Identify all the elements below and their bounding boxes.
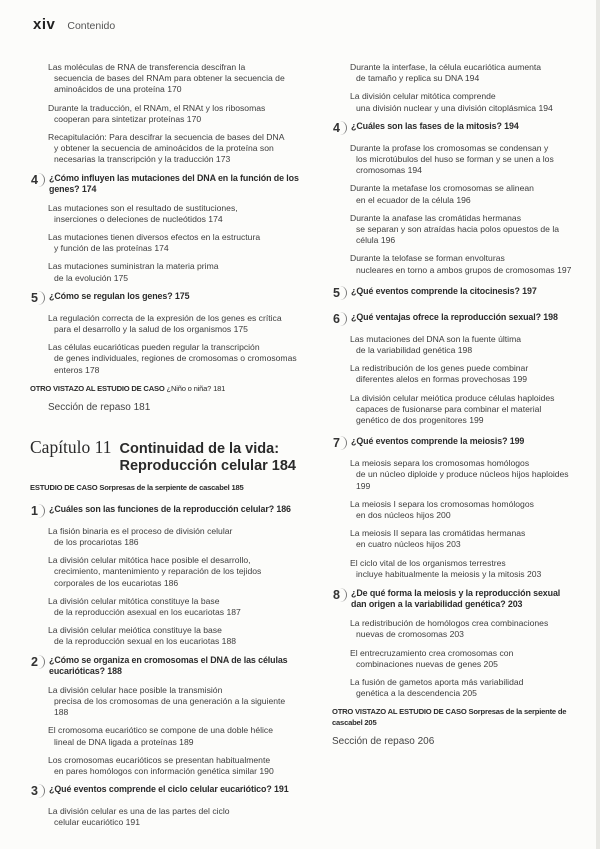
- toc-entry: Las células eucarióticas pueden regular la transcripción de genes individuales, regiones de cromosomas o cromosomas enteros 178: [48, 342, 297, 375]
- toc-entry: Las mutaciones del DNA son la fuente última de la variabilidad genética 198: [350, 333, 522, 356]
- toc-entry: La regulación correcta de la expresión de los genes es crítica para el desarrollo y la salud de los organismos 175: [48, 312, 282, 335]
- section-title: ¿Qué eventos comprende la meiosis? 199: [351, 436, 525, 447]
- case-study-revisit: OTRO VISTAZO AL ESTUDIO DE CASO ¿Niño o niña? 181: [30, 383, 226, 393]
- section-heading-8: [332, 588, 572, 610]
- section-heading-3: [30, 784, 300, 798]
- case-study: ESTUDIO DE CASO Sorpresas de la serpiente de cascabel 185: [30, 482, 244, 492]
- toc-entry: La división celular hace posible la transmisión precisa de los cromosomas de una generación a la siguiente 188: [48, 684, 286, 718]
- toc-entry: La redistribución de homólogos crea combinaciones nuevas de cromosomas 203: [350, 618, 549, 640]
- right-column: [332, 62, 572, 771]
- section-heading-2: [30, 655, 300, 677]
- toc-entry: El ciclo vital de los organismos terrestres incluye habitualmente la meiosis y la mitosis 203: [350, 557, 542, 579]
- section-number: 6: [332, 312, 347, 326]
- page-edge: [596, 0, 600, 849]
- section-number: 5: [332, 286, 347, 300]
- toc-entry: Durante la interfase, la célula eucariótica aumenta de tamaño y replica su DNA 194: [350, 62, 542, 84]
- section-number: 1: [30, 504, 45, 518]
- section-title: ¿Cómo se organiza en cromosomas el DNA de las células eucarióticas? 188: [49, 654, 288, 676]
- section-title: ¿Cómo influyen las mutaciones del DNA en la función de los genes? 174: [49, 172, 299, 194]
- toc-entry: La división celular meiótica produce células haploides capaces de fusionarse para combinar el material genético de dos progenitores 199: [350, 392, 555, 426]
- toc-entry: La meiosis II separa las cromátidas hermanas en cuatro núcleos hijos 203: [350, 528, 526, 550]
- section-number: 3: [30, 784, 45, 798]
- toc-entry: Las mutaciones son el resultado de sustituciones, inserciones o deleciones de nucleótidos 174: [48, 202, 238, 224]
- toc-entry: La división celular mitótica comprende una división nuclear y una división citoplásmica 194: [350, 91, 553, 113]
- section-heading-4: [332, 121, 572, 135]
- toc-entry: El entrecruzamiento crea cromosomas con combinaciones nuevas de genes 205: [350, 647, 514, 669]
- toc-entry: Durante la profase los cromosomas se condensan y los microtúbulos del huso se forman y se unen a los cromosomas 194: [350, 142, 554, 176]
- toc-entry: Los cromosomas eucarióticos se presentan habitualmente en pares homólogos con información genética similar 190: [48, 754, 274, 776]
- section-heading-4: [30, 173, 300, 195]
- toc-entry: La fusión de gametos aporta más variabilidad genética a la descendencia 205: [350, 676, 524, 699]
- section-number: 4: [332, 121, 347, 135]
- section-title: ¿Qué ventajas ofrece la reproducción sexual? 198: [351, 311, 558, 322]
- section-title: ¿Qué eventos comprende la citocinesis? 197: [351, 285, 537, 296]
- toc-entry: La división celular meiótica constituye la base de la reproducción sexual en los eucariotas 188: [48, 625, 237, 647]
- chapter-heading: [30, 437, 300, 475]
- chapter-label: Capítulo 11: [30, 436, 112, 457]
- section-title: ¿De qué forma la meiosis y la reproducción sexual dan origen a la variabilidad genética? 203: [351, 588, 561, 610]
- toc-entry: Durante la telofase se forman envolturas nucleares en torno a ambos grupos de cromosomas 197: [350, 253, 572, 275]
- toc-entry: La meiosis separa los cromosomas homólogos de un núcleo diploide y produce núcleos hijos haploides 199: [350, 458, 569, 491]
- section-heading-5: [332, 286, 572, 300]
- toc-entry: Las moléculas de RNA de transferencia descifran la secuencia de bases del RNAm para obtener la secuencia de aminoácidos de una proteína 170: [48, 62, 285, 95]
- review-section: Sección de repaso 206: [332, 736, 435, 748]
- section-title: ¿Cuáles son las fases de la mitosis? 194: [351, 120, 519, 131]
- review-section: Sección de repaso 181: [48, 401, 151, 413]
- section-heading-5: [30, 291, 300, 305]
- toc-entry: Las mutaciones suministran la materia prima de la evolución 175: [48, 261, 219, 283]
- toc-entry: Durante la metafase los cromosomas se alinean en el ecuador de la célula 196: [350, 183, 534, 205]
- running-head: Contenido: [67, 20, 116, 32]
- toc-entry: La redistribución de los genes puede combinar diferentes alelos en formas provechosas 199: [350, 363, 529, 385]
- section-number: 7: [332, 436, 347, 450]
- toc-entry: La fisión binaria es el proceso de división celular de los procariotas 186: [48, 525, 233, 548]
- section-heading-6: [332, 312, 572, 326]
- section-heading-1: [30, 504, 300, 518]
- toc-entry: La meiosis I separa los cromosomas homólogos en dos núcleos hijos 200: [350, 498, 534, 521]
- section-number: 4: [30, 173, 45, 187]
- section-heading-7: [332, 436, 572, 450]
- chapter-title: Continuidad de la vida: Reproducción celular 184: [119, 440, 296, 474]
- toc-entry: El cromosoma eucariótico se compone de una doble hélice lineal de DNA ligada a proteínas 189: [48, 725, 273, 747]
- toc-entry: Durante la traducción, el RNAm, el RNAt y los ribosomas cooperan para sintetizar proteínas 170: [48, 102, 266, 124]
- section-title: ¿Cómo se regulan los genes? 175: [49, 290, 190, 301]
- page-header: [33, 16, 115, 33]
- section-title: ¿Qué eventos comprende el ciclo celular eucariótico? 191: [49, 784, 289, 795]
- left-column: [30, 62, 300, 836]
- toc-entry: Recapitulación: Para descifrar la secuencia de bases del DNA y obtener la secuencia de aminoácidos de la proteína son necesarias la transcripción y la traducción 173: [48, 132, 285, 165]
- section-title: ¿Cuáles son las funciones de la reproducción celular? 186: [49, 503, 291, 514]
- section-number: 2: [30, 655, 45, 669]
- toc-entry: La división celular es una de las partes del ciclo celular eucariótico 191: [48, 806, 230, 828]
- page-number: xiv: [33, 16, 56, 33]
- toc-entry: La división celular mitótica hace posible el desarrollo, crecimiento, mantenimiento y reparación de los tejidos corporales de los eucariotas 186: [48, 555, 262, 588]
- case-study-revisit: OTRO VISTAZO AL ESTUDIO DE CASO Sorpresas de la serpiente de cascabel 205: [332, 707, 567, 728]
- toc-entry: Durante la anafase las cromátidas hermanas se separan y son atraídas hacia polos opuestos de la célula 196: [350, 212, 560, 246]
- toc-entry: Las mutaciones tienen diversos efectos en la estructura y función de las proteínas 174: [48, 232, 261, 254]
- toc-entry: La división celular mitótica constituye la base de la reproducción asexual en los eucariotas 187: [48, 595, 241, 618]
- section-number: 8: [332, 588, 347, 602]
- section-number: 5: [30, 291, 45, 305]
